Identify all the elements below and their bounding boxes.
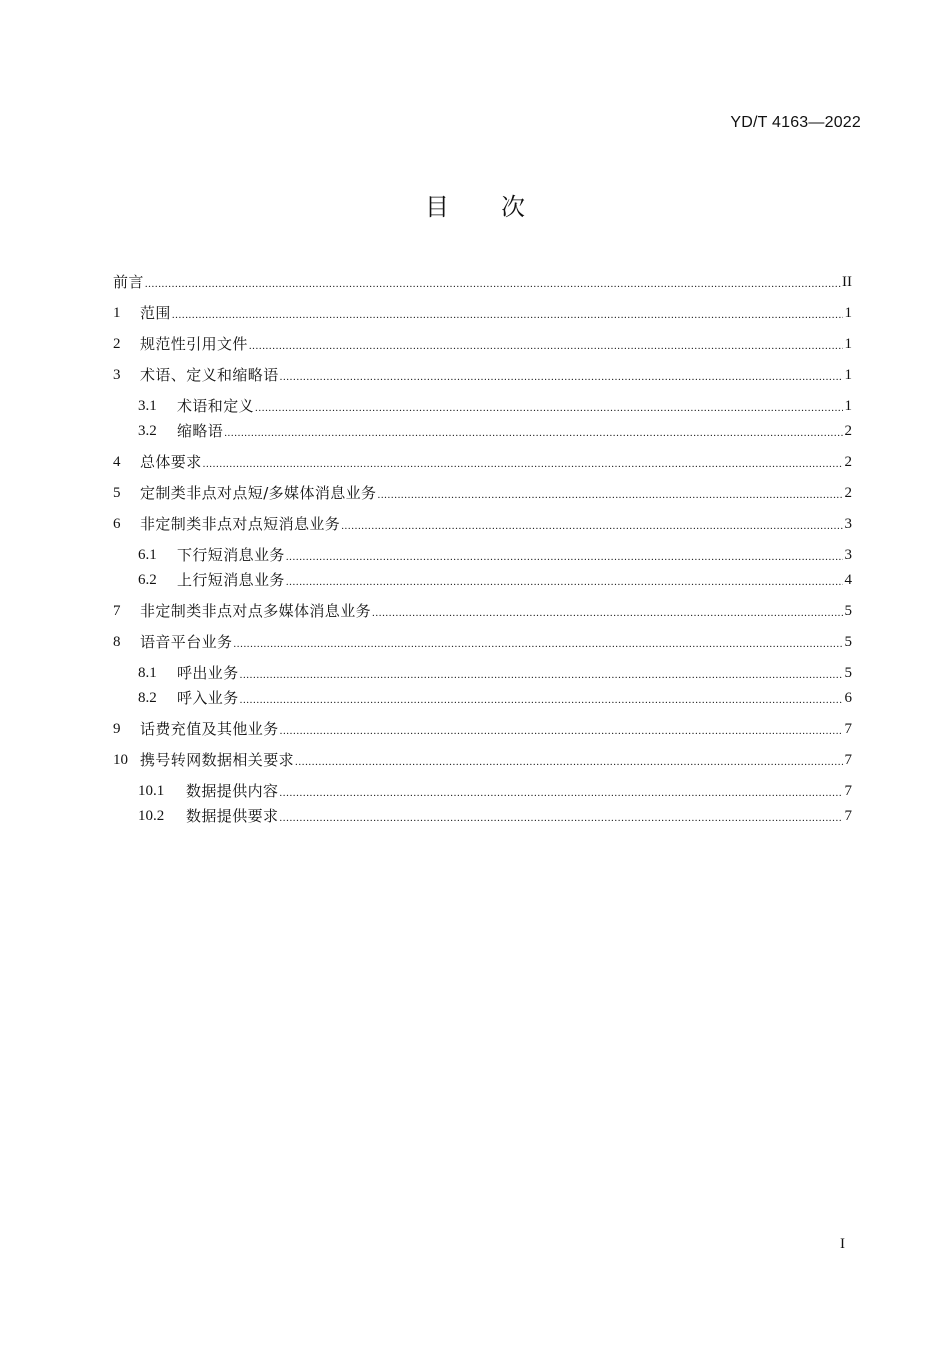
toc-entry-page: II xyxy=(842,274,852,290)
toc-entry-2[interactable] xyxy=(113,333,852,355)
toc-entry-label: 规范性引用文件 xyxy=(140,335,248,353)
toc-entry-page: 5 xyxy=(844,603,852,619)
toc-entry-8[interactable] xyxy=(113,631,852,653)
toc-entry-label: 数据提供内容 xyxy=(186,782,279,800)
toc-entry-label: 呼入业务 xyxy=(177,689,239,707)
toc-entry-number: 2 xyxy=(113,336,121,352)
toc-entry-number: 6 xyxy=(113,516,121,532)
toc-entry-page: 5 xyxy=(844,634,852,650)
toc-entry-number: 10.2 xyxy=(138,808,165,824)
toc-entry-page: 2 xyxy=(844,485,852,501)
toc-entry-label: 总体要求 xyxy=(140,453,202,471)
toc-entry-label: 定制类非点对点短/多媒体消息业务 xyxy=(140,484,377,502)
toc-entry-10[interactable] xyxy=(113,749,852,771)
toc-entry-10-2[interactable] xyxy=(138,805,852,827)
toc-entry-label: 话费充值及其他业务 xyxy=(140,720,279,738)
toc-entry-number: 9 xyxy=(113,721,121,737)
toc-entry-number: 3.2 xyxy=(138,423,157,439)
toc-entry-label: 范围 xyxy=(140,304,171,322)
toc-entry-5[interactable] xyxy=(113,482,852,504)
toc-entry-label: 非定制类非点对点短消息业务 xyxy=(140,515,341,533)
toc-entry-number: 3 xyxy=(113,367,121,383)
toc-entry-number: 10.1 xyxy=(138,783,165,799)
toc-entry-number: 7 xyxy=(113,603,121,619)
toc-entry-1[interactable] xyxy=(113,302,852,324)
toc-leader-dots xyxy=(249,337,843,355)
toc-leader-dots xyxy=(240,666,843,684)
toc-entry-label: 缩略语 xyxy=(177,422,224,440)
toc-entry-number: 3.1 xyxy=(138,398,157,414)
toc-entry-label: 数据提供要求 xyxy=(186,807,279,825)
toc-entry-6[interactable] xyxy=(113,513,852,535)
toc-leader-dots xyxy=(377,486,843,504)
document-code: YD/T 4163—2022 xyxy=(730,114,861,131)
toc-entry-page: 7 xyxy=(844,721,852,737)
toc-entry-page: 1 xyxy=(844,367,852,383)
toc-entry-6-1[interactable] xyxy=(138,544,852,566)
toc-entry-label: 呼出业务 xyxy=(177,664,239,682)
toc-entry-number: 1 xyxy=(113,305,121,321)
toc-leader-dots xyxy=(295,753,843,771)
toc-entry-number: 6.2 xyxy=(138,572,157,588)
toc-entry-3-2[interactable] xyxy=(138,420,852,442)
toc-leader-dots xyxy=(233,635,843,653)
toc-entry-page: 1 xyxy=(844,398,852,414)
toc-leader-dots xyxy=(280,722,843,740)
toc-entry-page: 1 xyxy=(844,336,852,352)
toc-title-char-2: 次 xyxy=(501,193,525,221)
toc-entry-foreword[interactable] xyxy=(113,271,852,293)
toc-leader-dots xyxy=(145,275,841,293)
toc-entry-page: 7 xyxy=(844,783,852,799)
toc-entry-label: 非定制类非点对点多媒体消息业务 xyxy=(140,602,372,620)
page-number: I xyxy=(840,1236,845,1252)
toc-leader-dots xyxy=(279,784,843,802)
toc-entry-8-1[interactable] xyxy=(138,662,852,684)
toc-entry-label: 术语和定义 xyxy=(177,397,255,415)
toc-entry-label: 携号转网数据相关要求 xyxy=(140,751,295,769)
toc-leader-dots xyxy=(172,306,843,324)
toc-entry-label: 前言 xyxy=(113,273,144,291)
toc-entry-8-2[interactable] xyxy=(138,687,852,709)
toc-entry-page: 3 xyxy=(844,516,852,532)
toc-entry-3[interactable] xyxy=(113,364,852,386)
toc-entry-4[interactable] xyxy=(113,451,852,473)
toc-entry-7[interactable] xyxy=(113,600,852,622)
toc-entry-label: 语音平台业务 xyxy=(140,633,233,651)
toc-entry-3-1[interactable] xyxy=(138,395,852,417)
toc-leader-dots xyxy=(286,548,843,566)
toc-entry-page: 1 xyxy=(844,305,852,321)
toc-entry-label: 下行短消息业务 xyxy=(177,546,285,564)
toc-entry-number: 8.1 xyxy=(138,665,157,681)
toc-entry-9[interactable] xyxy=(113,718,852,740)
toc-entry-10-1[interactable] xyxy=(138,780,852,802)
toc-title-char-1: 目 xyxy=(425,193,449,221)
toc-entry-label: 术语、定义和缩略语 xyxy=(140,366,279,384)
toc-entry-page: 5 xyxy=(844,665,852,681)
toc-entry-page: 2 xyxy=(844,423,852,439)
toc-entry-number: 8.2 xyxy=(138,690,157,706)
toc-entry-number: 8 xyxy=(113,634,121,650)
toc-entry-page: 6 xyxy=(844,690,852,706)
toc-leader-dots xyxy=(224,424,843,442)
toc-entry-number: 5 xyxy=(113,485,121,501)
toc-leader-dots xyxy=(341,517,843,535)
toc-entry-number: 4 xyxy=(113,454,121,470)
toc-entry-page: 7 xyxy=(844,752,852,768)
toc-leader-dots xyxy=(286,573,843,591)
toc-entry-page: 7 xyxy=(844,808,852,824)
toc-entry-label: 上行短消息业务 xyxy=(177,571,285,589)
toc-leader-dots xyxy=(280,368,843,386)
toc-entry-page: 4 xyxy=(844,572,852,588)
toc-entry-number: 6.1 xyxy=(138,547,157,563)
toc-entry-page: 3 xyxy=(844,547,852,563)
toc-entry-6-2[interactable] xyxy=(138,569,852,591)
toc-entry-page: 2 xyxy=(844,454,852,470)
toc-leader-dots xyxy=(240,691,843,709)
toc-leader-dots xyxy=(372,604,843,622)
toc-entry-number: 10 xyxy=(113,752,128,768)
toc-leader-dots xyxy=(203,455,843,473)
toc-leader-dots xyxy=(255,399,843,417)
toc-leader-dots xyxy=(279,809,843,827)
